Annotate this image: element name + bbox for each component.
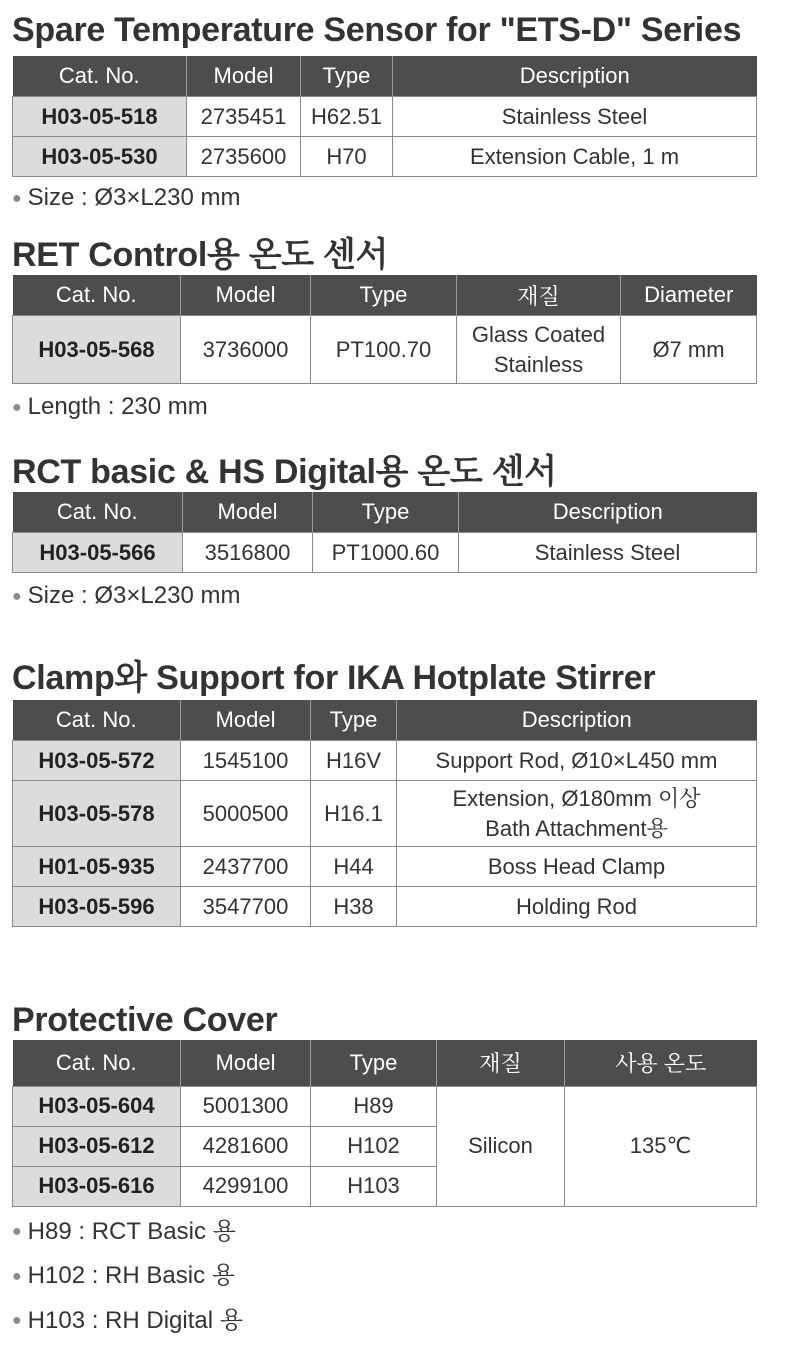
cat-no-cell: H03-05-578 — [13, 781, 181, 847]
cat-no-cell: H03-05-572 — [13, 741, 181, 781]
column-header: Model — [187, 56, 301, 97]
product-table — [12, 275, 757, 384]
cat-no-cell: H03-05-616 — [13, 1166, 181, 1206]
section-ret-control-sensor — [12, 235, 756, 423]
model-cell: 3547700 — [181, 887, 311, 927]
description-cell: Extension, Ø180mm 이상 Bath Attachment용 — [397, 781, 757, 847]
product-table — [12, 700, 757, 927]
note-text: H103 : RH Digital 용 — [27, 1306, 243, 1334]
section-title: Clamp와 Support for IKA Hotplate Stirrer — [12, 659, 656, 697]
table-row — [13, 781, 757, 847]
type-cell: H62.51 — [301, 97, 393, 137]
column-header: Cat. No. — [13, 1040, 181, 1086]
model-cell: 5001300 — [181, 1086, 311, 1126]
cat-no-cell: H03-05-566 — [13, 533, 183, 573]
section-title: RET Control용 온도 센서 — [12, 236, 389, 274]
note — [12, 392, 756, 423]
cat-no-cell: H03-05-596 — [13, 887, 181, 927]
column-header: Model — [181, 700, 311, 741]
table-row — [13, 741, 757, 781]
model-cell: 3736000 — [181, 316, 311, 384]
model-cell: 5000500 — [181, 781, 311, 847]
type-cell: PT1000.60 — [313, 533, 459, 573]
bullet-icon: ● — [12, 1223, 22, 1241]
cat-no-cell: H03-05-530 — [13, 137, 187, 177]
description-cell: Extension Cable, 1 m — [393, 137, 757, 177]
bullet-icon: ● — [12, 1312, 22, 1330]
column-header: Diameter — [621, 275, 757, 316]
description-cell: Support Rod, Ø10×L450 mm — [397, 741, 757, 781]
column-header: Type — [313, 492, 459, 533]
bullet-icon: ● — [12, 587, 22, 605]
model-cell: 4299100 — [181, 1166, 311, 1206]
column-header: Type — [311, 700, 397, 741]
column-header: Cat. No. — [13, 492, 183, 533]
table-row — [13, 1086, 757, 1126]
cat-no-cell: H01-05-935 — [13, 847, 181, 887]
note-text: Size : Ø3×L230 mm — [27, 582, 241, 609]
column-header: Model — [181, 275, 311, 316]
note-text: H89 : RCT Basic 용 — [27, 1217, 236, 1245]
note — [12, 581, 756, 612]
section-clamp-support — [12, 658, 756, 927]
bullet-icon: ● — [12, 189, 22, 207]
description-cell: Holding Rod — [397, 887, 757, 927]
column-header: Model — [183, 492, 313, 533]
column-header: Description — [459, 492, 757, 533]
table-header-row — [13, 700, 757, 741]
section-title: RCT basic & HS Digital용 온도 센서 — [12, 453, 557, 491]
table-header-row — [13, 1040, 757, 1086]
column-header: Model — [181, 1040, 311, 1086]
cat-no-cell: H03-05-518 — [13, 97, 187, 137]
column-header: 사용 온도 — [565, 1040, 757, 1086]
model-cell: 2735600 — [187, 137, 301, 177]
model-cell: 4281600 — [181, 1126, 311, 1166]
column-header: Cat. No. — [13, 700, 181, 741]
table-row — [13, 316, 757, 384]
column-header: Cat. No. — [13, 275, 181, 316]
temperature-cell: 135℃ — [565, 1086, 757, 1206]
section-protective-cover — [12, 1000, 756, 1336]
note — [12, 1306, 756, 1337]
column-header: Type — [311, 1040, 437, 1086]
table-header-row — [13, 275, 757, 316]
column-header: Type — [301, 56, 393, 97]
table-row — [13, 533, 757, 573]
description-cell: Stainless Steel — [459, 533, 757, 573]
table-header-row — [13, 56, 757, 97]
model-cell: 1545100 — [181, 741, 311, 781]
type-cell: H102 — [311, 1126, 437, 1166]
material-cell: Glass Coated Stainless — [457, 316, 621, 384]
product-table — [12, 56, 757, 177]
model-cell: 3516800 — [183, 533, 313, 573]
description-cell: Boss Head Clamp — [397, 847, 757, 887]
bullet-icon: ● — [12, 1267, 22, 1285]
type-cell: H103 — [311, 1166, 437, 1206]
type-cell: H16.1 — [311, 781, 397, 847]
table-row — [13, 847, 757, 887]
table-header-row — [13, 492, 757, 533]
type-cell: PT100.70 — [311, 316, 457, 384]
cat-no-cell: H03-05-568 — [13, 316, 181, 384]
diameter-cell: Ø7 mm — [621, 316, 757, 384]
material-cell: Silicon — [437, 1086, 565, 1206]
section-title: Protective Cover — [12, 1001, 278, 1039]
column-header: Description — [397, 700, 757, 741]
table-row — [13, 97, 757, 137]
table-row — [13, 887, 757, 927]
note-text: Size : Ø3×L230 mm — [27, 184, 241, 211]
type-cell: H16V — [311, 741, 397, 781]
note-text: Length : 230 mm — [27, 393, 208, 420]
note — [12, 1217, 756, 1248]
bullet-icon: ● — [12, 398, 22, 416]
note — [12, 1261, 756, 1292]
note-text: H102 : RH Basic 용 — [27, 1262, 235, 1290]
product-table — [12, 1040, 757, 1207]
model-cell: 2437700 — [181, 847, 311, 887]
type-cell: H44 — [311, 847, 397, 887]
product-table — [12, 492, 757, 573]
type-cell: H89 — [311, 1086, 437, 1126]
type-cell: H70 — [301, 137, 393, 177]
column-header: Type — [311, 275, 457, 316]
cat-no-cell: H03-05-612 — [13, 1126, 181, 1166]
column-header: Cat. No. — [13, 56, 187, 97]
description-cell: Stainless Steel — [393, 97, 757, 137]
cat-no-cell: H03-05-604 — [13, 1086, 181, 1126]
column-header: Description — [393, 56, 757, 97]
table-row — [13, 137, 757, 177]
section-spare-temperature-sensor — [12, 10, 756, 214]
type-cell: H38 — [311, 887, 397, 927]
section-rct-basic-sensor — [12, 452, 756, 612]
section-title: Spare Temperature Sensor for "ETS-D" Series — [12, 11, 742, 49]
column-header: 재질 — [457, 275, 621, 316]
column-header: 재질 — [437, 1040, 565, 1086]
note — [12, 183, 756, 214]
model-cell: 2735451 — [187, 97, 301, 137]
